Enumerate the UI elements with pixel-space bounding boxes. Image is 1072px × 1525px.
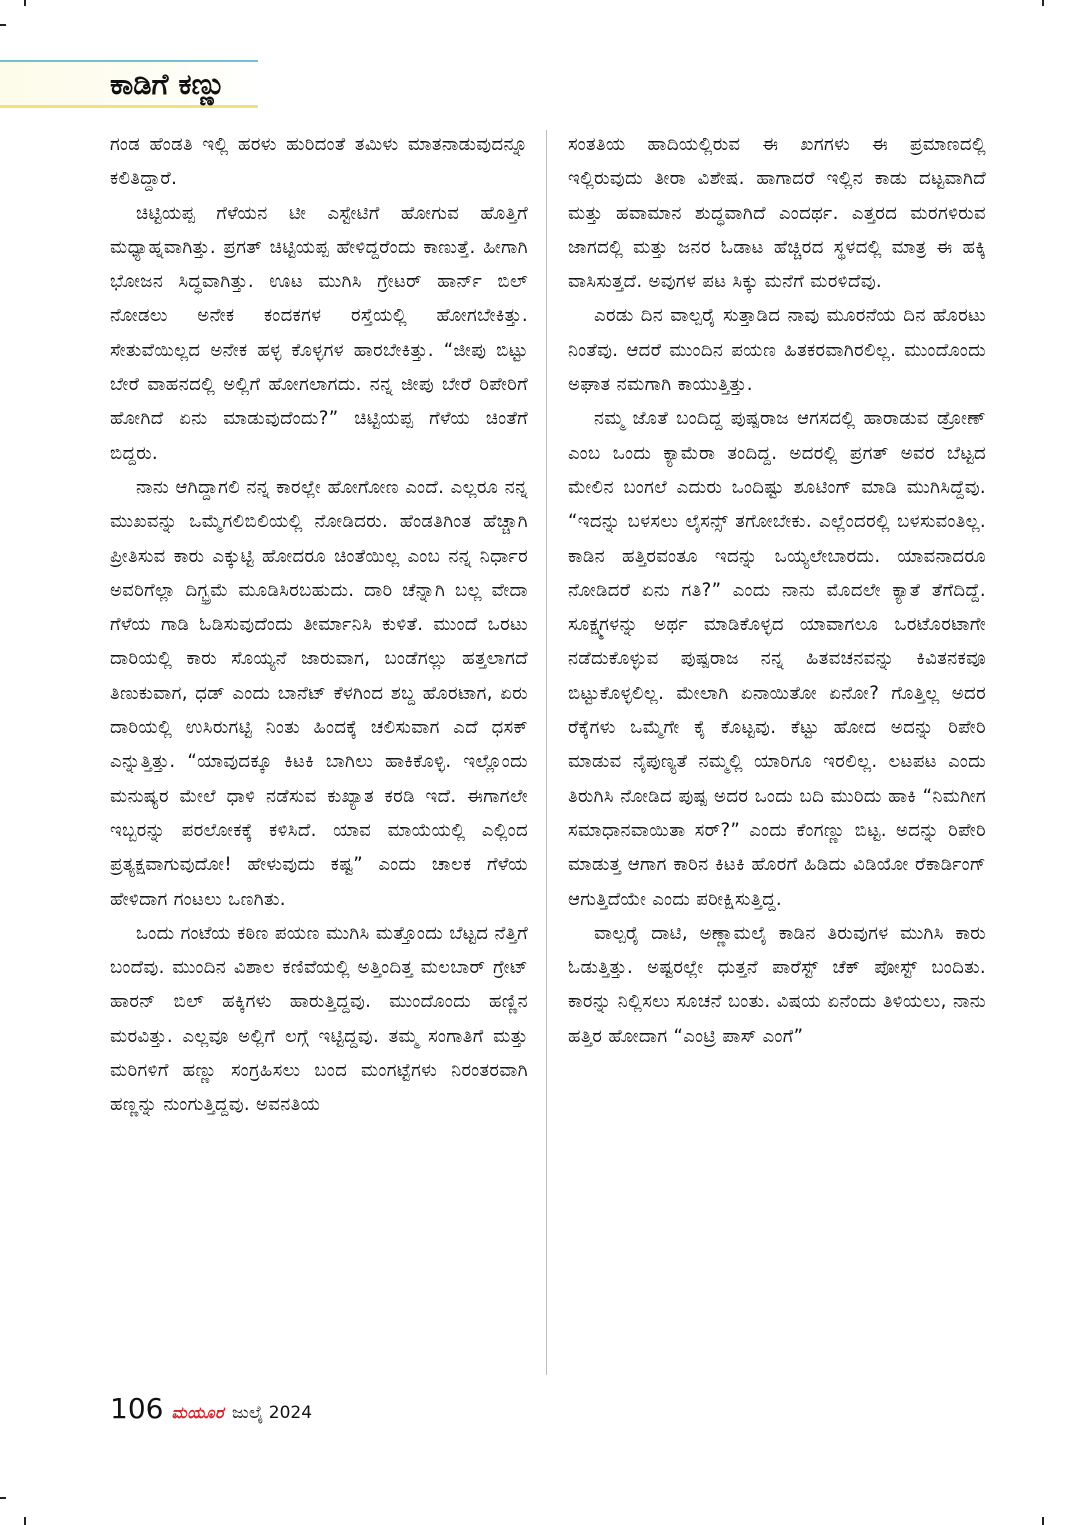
article-column-right [568, 128, 986, 1378]
section-title: ಕಾಡಿಗೆ ಕಣ್ಣು [110, 67, 226, 101]
paragraph: ಸಂತತಿಯ ಹಾದಿಯಲ್ಲಿರುವ ಈ ಖಗಗಳು ಈ ಪ್ರಮಾಣದಲ್ಲಿ ಇಲ್ಲಿರುವುದು ತೀರಾ ವಿಶೇಷ. ಹಾಗಾದರೆ ಇಲ್ಲಿನ ಕಾಡು ದಟ್ಟವಾಗಿದೆ ಮತ್ತು ಹವಾಮಾನ ಶುದ್ಧವಾಗಿದೆ ಎಂದರ್ಥ. ಎತ್ತರದ ಮರಗಳಿರುವ ಜಾಗದಲ್ಲಿ ಮತ್ತು ಜನರ ಓಡಾಟ ಹೆಚ್ಚಿರದ ಸ್ಥಳದಲ್ಲಿ ಮಾತ್ರ ಈ ಹಕ್ಕಿ ವಾಸಿಸುತ್ತದೆ. ಅವುಗಳ ಪಟ ಸಿಕ್ಕು ಮನೆಗೆ ಮರಳಿದೆವು. [568, 134, 986, 293]
page-number: 106 [110, 1392, 164, 1425]
paragraph: ನಾನು ಆಗಿದ್ದಾಗಲಿ ನನ್ನ ಕಾರಲ್ಲೇ ಹೋಗೋಣ ಎಂದೆ. ಎಲ್ಲರೂ ನನ್ನ ಮುಖವನ್ನು ಒಮ್ಮೆಗಲಿಬಿಲಿಯಲ್ಲಿ ನೋಡಿದರು. ಹೆಂಡತಿಗಿಂತ ಹೆಚ್ಚಾಗಿ ಪ್ರೀತಿಸುವ ಕಾರು ಎಕ್ಕುಟ್ಟಿ ಹೋದರೂ ಚಿಂತೆಯಿಲ್ಲ ಎಂಬ ನನ್ನ ನಿರ್ಧಾರ ಅವರಿಗೆಲ್ಲಾ ದಿಗ್ಭ್ರಮೆ ಮೂಡಿಸಿರಬಹುದು. ದಾರಿ ಚೆನ್ನಾಗಿ ಬಲ್ಲ ವೇದಾ ಗೆಳೆಯ ಗಾಡಿ ಓಡಿಸುವುದೆಂದು ತೀರ್ಮಾನಿಸಿ ಕುಳಿತೆ. ಮುಂದೆ ಒರಟು ದಾರಿಯಲ್ಲಿ ಕಾರು ಸೊಯ್ಯನೆ ಜಾರುವಾಗ, ಬಂಡೆಗಲ್ಲು ಹತ್ತಲಾಗದೆ ತಿಣುಕುವಾಗ, ಧಡ್ ಎಂದು ಬಾನೆಟ್ ಕೆಳಗಿಂದ ಶಬ್ದ ಹೊರಟಾಗ, ಏರು ದಾರಿಯಲ್ಲಿ ಉಸಿರುಗಟ್ಟಿ ನಿಂತು ಹಿಂದಕ್ಕೆ ಚಲಿಸುವಾಗ ಎದೆ ಧಸಕ್ ಎನ್ನುತ್ತಿತ್ತು. “ಯಾವುದಕ್ಕೂ ಕಿಟಕಿ ಬಾಗಿಲು ಹಾಕಿಕೊಳ್ಳಿ. ಇಲ್ಲೊಂದು ಮನುಷ್ಯರ ಮೇಲೆ ಧಾಳಿ ನಡೆಸುವ ಕುಖ್ಯಾತ ಕರಡಿ ಇದೆ. ಈಗಾಗಲೇ ಇಬ್ಬರನ್ನು ಪರಲೋಕಕ್ಕೆ ಕಳಿಸಿದೆ. ಯಾವ ಮಾಯೆಯಲ್ಲಿ ಎಲ್ಲಿಂದ ಪ್ರತ್ಯಕ್ಷವಾಗುವುದೋ! ಹೇಳುವುದು ಕಷ್ಟ” ಎಂದು ಚಾಲಕ ಗೆಳೆಯ ಹೇಳಿದಾಗ ಗಂಟಲು ಒಣಗಿತು. [110, 476, 528, 910]
paragraph: ವಾಲ್ಪರೈ ದಾಟಿ, ಅಣ್ಣಾಮಲೈ ಕಾಡಿನ ತಿರುವುಗಳ ಮುಗಿಸಿ ಕಾರು ಓಡುತ್ತಿತ್ತು. ಅಷ್ಟರಲ್ಲೇ ಧುತ್ತನೆ ಪಾರೆಸ್ಟ್ ಚೆಕ್ ಪೋಸ್ಟ್ ಬಂದಿತು. ಕಾರನ್ನು ನಿಲ್ಲಿಸಲು ಸೂಚನೆ ಬಂತು. ವಿಷಯ ಏನೆಂದು ತಿಳಿಯಲು, ನಾನು ಹತ್ತಿರ ಹೋದಾಗ “ಎಂಟ್ರಿ ಪಾಸ್ ಎಂಗೆ” [568, 922, 986, 1047]
crop-mark-bottom-right [1042, 1517, 1044, 1525]
paragraph: ಗಂಡ ಹೆಂಡತಿ ಇಲ್ಲಿ ಹರಳು ಹುರಿದಂತೆ ತಮಿಳು ಮಾತನಾಡುವುದನ್ನೂ ಕಲಿತಿದ್ದಾರೆ. [110, 134, 528, 190]
crop-mark-left-bottom [0, 1497, 6, 1499]
paragraph: ಎರಡು ದಿನ ವಾಲ್ಪರೈ ಸುತ್ತಾಡಿದ ನಾವು ಮೂರನೆಯ ದಿನ ಹೊರಟು ನಿಂತೆವು. ಆದರೆ ಮುಂದಿನ ಪಯಣ ಹಿತಕರವಾಗಿರಲಿಲ್ಲ. ಮುಂದೊಂದು ಅಘಾತ ನಮಗಾಗಿ ಕಾಯುತ್ತಿತ್ತು. [568, 305, 986, 396]
section-header-underline [0, 105, 258, 108]
crop-mark-top-left [24, 0, 26, 6]
column-divider [546, 130, 547, 1375]
paragraph: ನಮ್ಮ ಜೊತೆ ಬಂದಿದ್ದ ಪುಷ್ಪರಾಜ ಆಗಸದಲ್ಲಿ ಹಾರಾಡುವ ಡ್ರೋಣ್ ಎಂಬ ಒಂದು ಕ್ಯಾಮೆರಾ ತಂದಿದ್ದ. ಅದರಲ್ಲಿ ಪ್ರಗತ್ ಅವರ ಬೆಟ್ಟದ ಮೇಲಿನ ಬಂಗಲೆ ಎದುರು ಒಂದಿಷ್ಟು ಶೂಟಿಂಗ್ ಮಾಡಿ ಮುಗಿಸಿದ್ದೆವು. “ಇದನ್ನು ಬಳಸಲು ಲೈಸನ್ಸ್ ತಗೋಬೇಕು. ಎಲ್ಲೆಂದರಲ್ಲಿ ಬಳಸುವಂತಿಲ್ಲ. ಕಾಡಿನ ಹತ್ತಿರವಂತೂ ಇದನ್ನು ಒಯ್ಯಲೇಬಾರದು. ಯಾವನಾದರೂ ನೋಡಿದರೆ ಏನು ಗತಿ?” ಎಂದು ನಾನು ಮೊದಲೇ ಕ್ಯಾತೆ ತೆಗೆದಿದ್ದೆ. ಸೂಕ್ಷ್ಮಗಳನ್ನು ಅರ್ಥ ಮಾಡಿಕೊಳ್ಳದ ಯಾವಾಗಲೂ ಒರಟೊರಟಾಗೇ ನಡೆದುಕೊಳ್ಳುವ ಪುಷ್ಪರಾಜ ನನ್ನ ಹಿತವಚನವನ್ನು ಕಿವಿತನಕವೂ ಬಿಟ್ಟುಕೊಳ್ಳಲಿಲ್ಲ. ಮೇಲಾಗಿ ಏನಾಯಿತೋ ಏನೋ? ಗೊತ್ತಿಲ್ಲ ಅದರ ರೆಕ್ಕೆಗಳು ಒಮ್ಮೆಗೇ ಕೈ ಕೊಟ್ಟವು. ಕೆಟ್ಟು ಹೋದ ಅದನ್ನು ರಿಪೇರಿ ಮಾಡುವ ನೈಪುಣ್ಯತೆ ನಮ್ಮಲ್ಲಿ ಯಾರಿಗೂ ಇರಲಿಲ್ಲ. ಲಟಪಟ ಎಂದು ತಿರುಗಿಸಿ ನೋಡಿದ ಪುಷ್ಪ ಅದರ ಒಂದು ಬದಿ ಮುರಿದು ಹಾಕಿ “ನಿಮಗೀಗ ಸಮಾಧಾನವಾಯಿತಾ ಸರ್?” ಎಂದು ಕೆಂಗಣ್ಣು ಬಿಟ್ಟ. ಅದನ್ನು ರಿಪೇರಿ ಮಾಡುತ್ತ ಆಗಾಗ ಕಾರಿನ ಕಿಟಕಿ ಹೊರಗೆ ಹಿಡಿದು ವಿಡಿಯೋ ರೆಕಾರ್ಡಿಂಗ್ ಆಗುತ್ತಿದೆಯೇ ಎಂದು ಪರೀಕ್ಷಿಸುತ್ತಿದ್ದ. [568, 408, 986, 910]
paragraph: ಚಿಟ್ಟಿಯಪ್ಪ ಗೆಳೆಯನ ಟೀ ಎಸ್ಟೇಟಿಗೆ ಹೋಗುವ ಹೊತ್ತಿಗೆ ಮಧ್ಯಾಹ್ನವಾಗಿತ್ತು. ಪ್ರಗತ್ ಚಿಟ್ಟಿಯಪ್ಪ ಹೇಳಿದ್ದರೆಂದು ಕಾಣುತ್ತೆ. ಹೀಗಾಗಿ ಭೋಜನ ಸಿದ್ಧವಾಗಿತ್ತು. ಊಟ ಮುಗಿಸಿ ಗ್ರೇಟರ್ ಹಾರ್ನ್ ಬಿಲ್ ನೋಡಲು ಅನೇಕ ಕಂದಕಗಳ ರಸ್ತೆಯಲ್ಲಿ ಹೋಗಬೇಕಿತ್ತು. ಸೇತುವೆಯಿಲ್ಲದ ಅನೇಕ ಹಳ್ಳ ಕೊಳ್ಳಗಳ ಹಾರಬೇಕಿತ್ತು. “ಜೀಪು ಬಿಟ್ಟು ಬೇರೆ ವಾಹನದಲ್ಲಿ ಅಲ್ಲಿಗೆ ಹೋಗಲಾಗದು. ನನ್ನ ಜೀಪು ಬೇರೆ ರಿಪೇರಿಗೆ ಹೋಗಿದೆ ಏನು ಮಾಡುವುದೆಂದು?” ಚಿಟ್ಟಿಯಪ್ಪ ಗೆಳೆಯ ಚಿಂತೆಗೆ ಬಿದ್ದರು. [110, 202, 528, 464]
crop-mark-top-right [1042, 0, 1044, 6]
section-header-rule [0, 60, 258, 62]
page-footer [110, 1392, 312, 1432]
paragraph: ಒಂದು ಗಂಟೆಯ ಕಠಿಣ ಪಯಣ ಮುಗಿಸಿ ಮತ್ತೊಂದು ಬೆಟ್ಟದ ನೆತ್ತಿಗೆ ಬಂದೆವು. ಮುಂದಿನ ವಿಶಾಲ ಕಣಿವೆಯಲ್ಲಿ ಅತ್ತಿಂದಿತ್ತ ಮಲಬಾರ್ ಗ್ರೇಟ್ ಹಾರನ್ ಬಿಲ್ ಹಕ್ಕಿಗಳು ಹಾರುತ್ತಿದ್ದವು. ಮುಂದೊಂದು ಹಣ್ಣಿನ ಮರವಿತ್ತು. ಎಲ್ಲವೂ ಅಲ್ಲಿಗೆ ಲಗ್ಗೆ ಇಟ್ಟಿದ್ದವು. ತಮ್ಮ ಸಂಗಾತಿಗೆ ಮತ್ತು ಮರಿಗಳಿಗೆ ಹಣ್ಣು ಸಂಗ್ರಹಿಸಲು ಬಂದ ಮಂಗಟ್ಟೆಗಳು ನಿರಂತರವಾಗಿ ಹಣ್ಣನ್ನು ನುಂಗುತ್ತಿದ್ದವು. ಅವನತಿಯ [110, 922, 528, 1116]
crop-mark-bottom-left [24, 1517, 26, 1525]
issue-date: ಜುಲೈ 2024 [231, 1403, 313, 1423]
crop-mark-left-top [0, 24, 6, 26]
magazine-logo: ಮಯೂರ [171, 1403, 224, 1422]
article-column-left [110, 128, 528, 1378]
